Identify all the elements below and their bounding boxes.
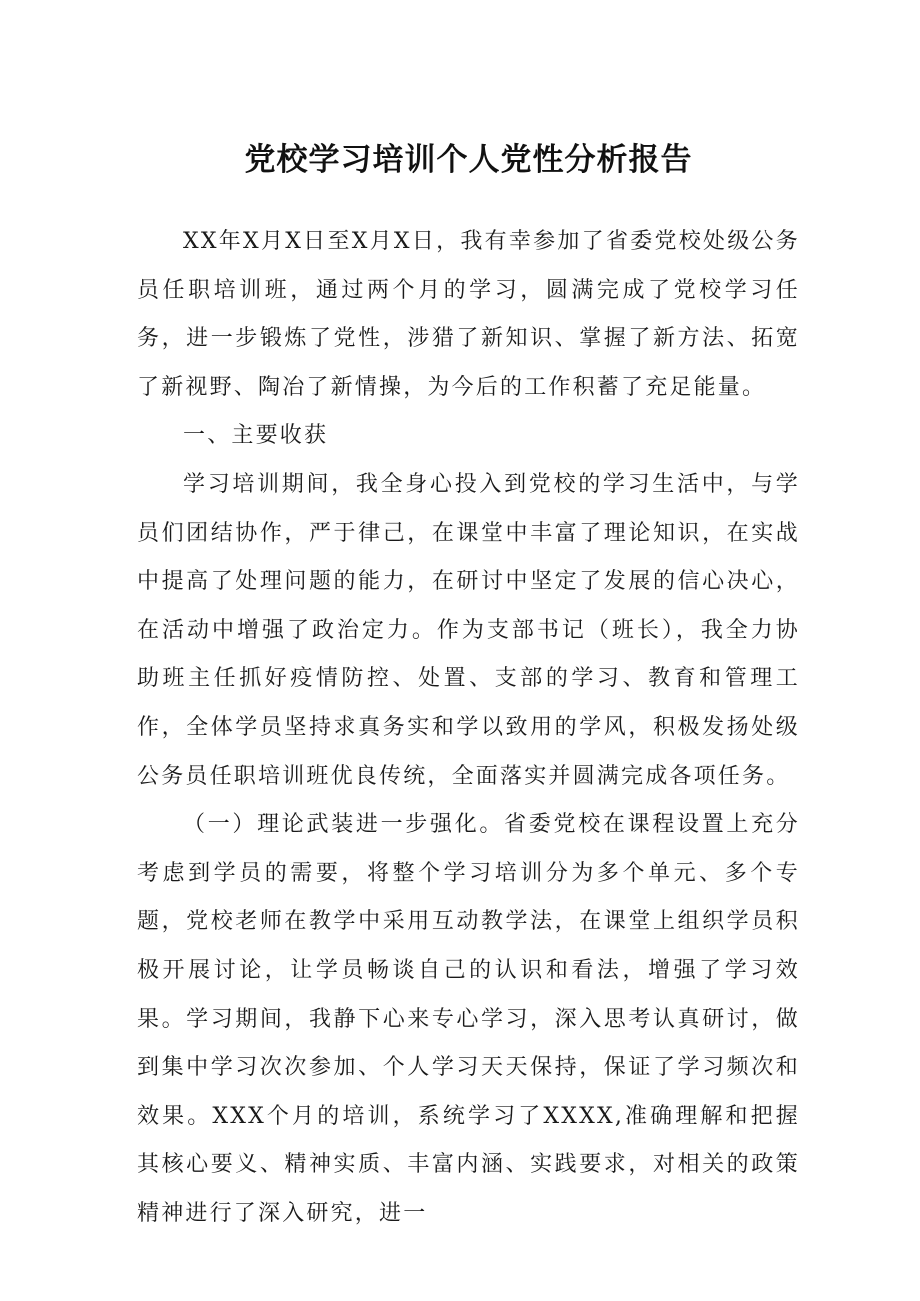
subsection-paragraph-theory — [137, 801, 800, 1238]
section-body-main-gains: 学习培训期间，我全身心投入到党校的学习生活中，与学员们团结协作，严于律己，在课堂中丰富了理论知识，在实战中提高了处理问题的能力，在研讨中坚定了发展的信心决心，在活动中增强了政治定力。作为支部书记（班长），我全力协助班主任抓好疫情防控、处置、支部的学习、教育和管理工作，全体学员坚持求真务实和学以致用的学风，积极发扬处级公务员任职培训班优良传统，全面落实并圆满完成各项任务。 — [137, 471, 800, 789]
subsection-body-theory: 省委党校在课程设置上充分考虑到学员的需要，将整个学习培训分为多个单元、多个专题，党校老师在教学中采用互动教学法，在课堂上组织学员积极开展讨论，让学员畅谈自己的认识和看法，增强了学习效果。学习期间，我静下心来专心学习，深入思考认真研讨，做到集中学习次次参加、个人学习天天保持，保证了学习频次和效果。XXX个月的培训，系统学习了XXXX,准确理解和把握其核心要义、精神实质、丰富内涵、实践要求，对相关的政策精神进行了深入研究，进一 — [137, 812, 800, 1226]
document-title: 党校学习培训个人党性分析报告 — [244, 142, 693, 178]
intro-paragraph: XX年X月X日至X月X日，我有幸参加了省委党校处级公务员任职培训班，通过两个月的学习，圆满完成了党校学习任务，进一步锻炼了党性，涉猎了新知识、掌握了新方法、拓宽了新视野、陶冶了新情操，为今后的工作积蓄了充足能量。 — [137, 229, 800, 400]
section-heading-main-gains: 一、主要收获 — [183, 423, 329, 449]
subsection-heading-theory: （一）理论武装进一步强化。 — [183, 812, 505, 838]
